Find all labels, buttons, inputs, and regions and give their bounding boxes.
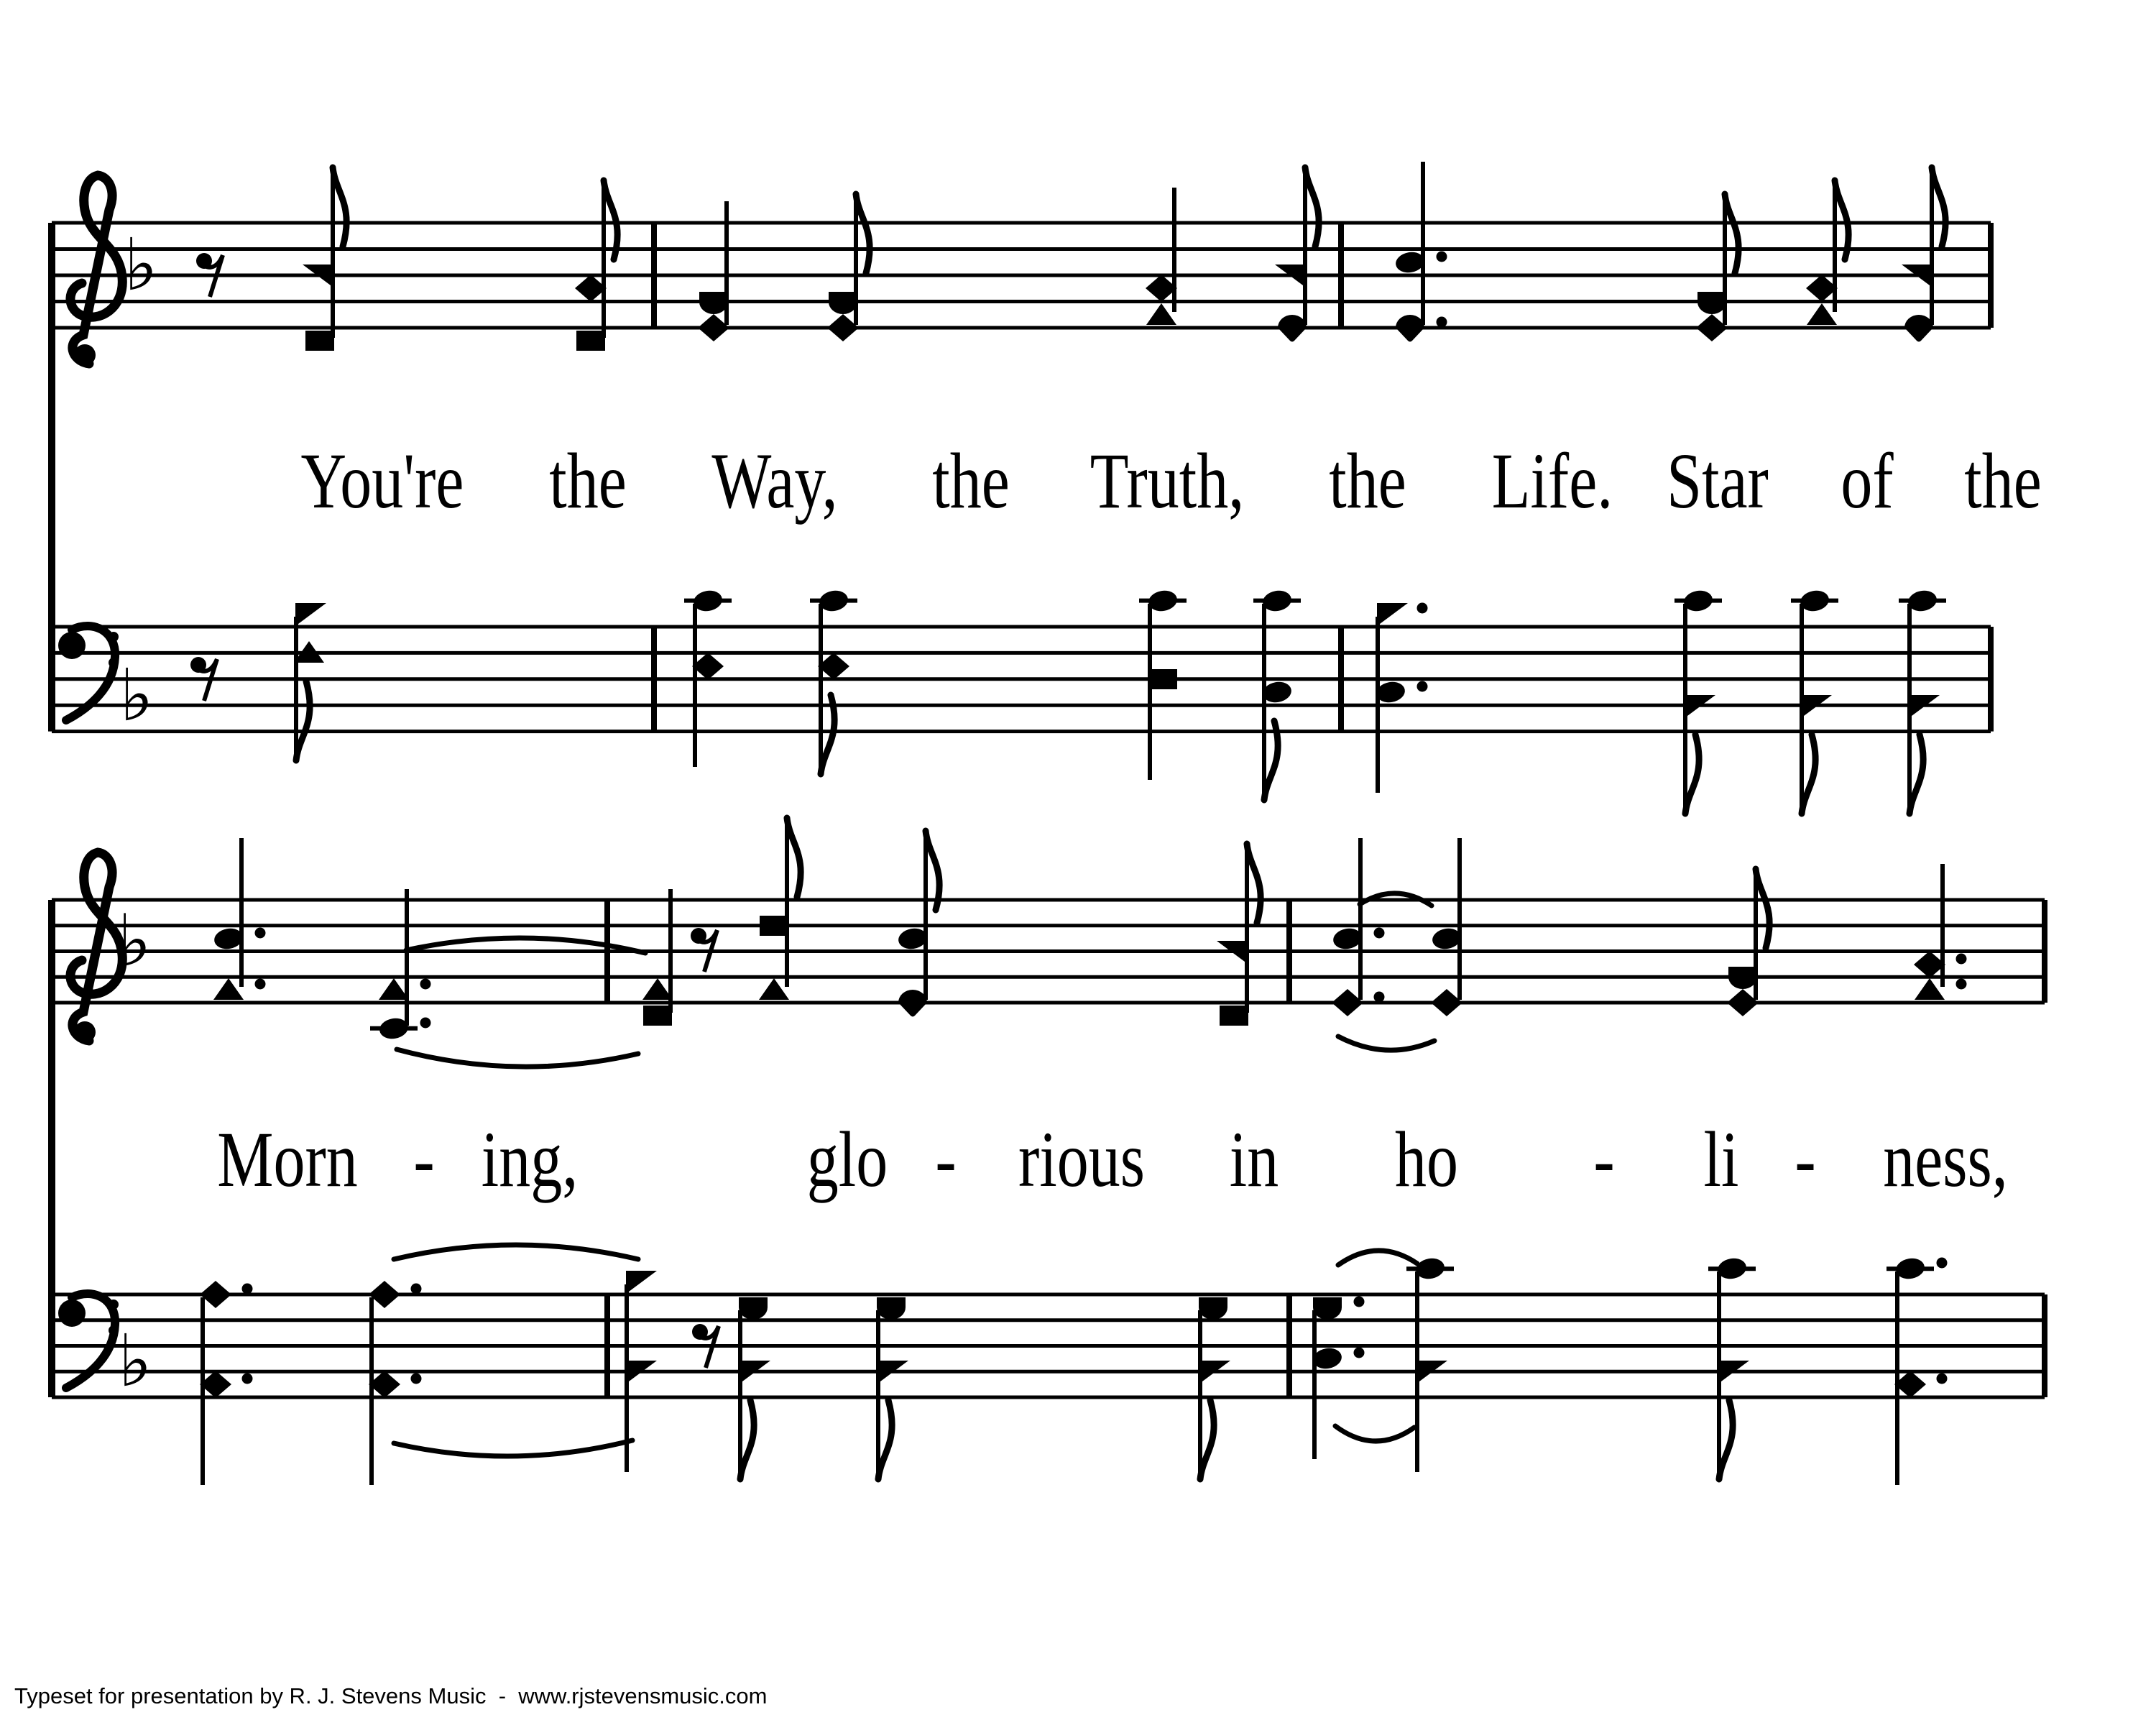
- note-chord: [1696, 194, 1738, 341]
- lyric-word: Truth,: [1089, 436, 1245, 525]
- note-chord: [1914, 864, 1967, 1000]
- augmentation-dot: [242, 1284, 253, 1294]
- augmentation-dot: [1354, 1348, 1365, 1358]
- note-chord: [200, 1281, 253, 1485]
- tie-curve: [1338, 1036, 1434, 1050]
- augmentation-dot: [1956, 954, 1967, 965]
- augmentation-dot: [1937, 1258, 1948, 1269]
- augmentation-dot: [255, 979, 266, 990]
- augmentation-dot: [1374, 992, 1385, 1003]
- augmentation-dot: [242, 1374, 253, 1384]
- note-chord: [1375, 603, 1428, 794]
- lyric-word: ness,: [1883, 1115, 2008, 1204]
- lyric-word: -: [1593, 1115, 1615, 1204]
- bass-staff: [52, 1245, 2045, 1485]
- flat-key-signature-icon: ♭: [124, 223, 158, 307]
- note-chord: [1791, 589, 1838, 814]
- augmentation-dot: [1374, 928, 1385, 939]
- lyric-word: the: [932, 436, 1010, 525]
- note-chord: [575, 180, 617, 351]
- bass-clef-icon: [58, 1294, 119, 1388]
- treble-clef-icon: [70, 852, 122, 1043]
- lyric-word: Morn: [217, 1115, 358, 1204]
- lyric-line-2: [217, 1116, 2008, 1204]
- tie-curve: [1338, 1251, 1417, 1265]
- system-1: [52, 162, 2042, 814]
- augmentation-dot: [411, 1284, 422, 1294]
- note-chord: [1708, 1256, 1756, 1479]
- note-chord: [1406, 1256, 1454, 1472]
- note-chord: [370, 889, 431, 1041]
- augmentation-dot: [1956, 979, 1967, 990]
- lyric-word: Star: [1667, 436, 1769, 525]
- lyric-word: ing,: [481, 1115, 579, 1204]
- tie-curve: [394, 1245, 638, 1259]
- augmentation-dot: [1417, 681, 1428, 692]
- note-chord: [1253, 589, 1301, 800]
- lyric-word: Way,: [711, 436, 838, 525]
- note-chord: [1199, 1297, 1230, 1479]
- note-chord: [1899, 589, 1946, 814]
- note-chord: [1674, 589, 1722, 814]
- credit-line: Typeset for presentation by R. J. Stevens Music - www.rjstevensmusic.com: [14, 1683, 768, 1708]
- note-chord: [1394, 162, 1447, 342]
- lyric-word: the: [549, 436, 627, 525]
- lyric-word: the: [1329, 436, 1406, 525]
- augmentation-dot: [1417, 603, 1428, 614]
- tie-curve: [1335, 1426, 1414, 1441]
- augmentation-dot: [411, 1374, 422, 1384]
- augmentation-dot: [1937, 1374, 1948, 1384]
- lyric-line-1: [301, 437, 2042, 525]
- lyric-word: -: [1795, 1115, 1816, 1204]
- flat-key-signature-icon: ♭: [118, 1319, 152, 1403]
- note-chord: [1275, 167, 1319, 342]
- bass-staff: [52, 589, 1991, 814]
- lyric-word: glo: [806, 1115, 888, 1204]
- note-chord: [810, 589, 857, 774]
- augmentation-dot: [1354, 1297, 1365, 1307]
- lyric-word: -: [413, 1115, 435, 1204]
- note-chord: [303, 167, 346, 351]
- augmentation-dot: [420, 1018, 431, 1029]
- augmentation-dot: [255, 928, 266, 939]
- flat-key-signature-icon: ♭: [119, 653, 154, 737]
- note-chord: [1727, 869, 1769, 1016]
- lyric-word: of: [1841, 436, 1894, 525]
- system-2: [52, 818, 2045, 1485]
- flat-key-signature-icon: ♭: [117, 898, 152, 983]
- tie-curve: [394, 1440, 632, 1456]
- note-chord: [759, 818, 801, 1000]
- note-chord: [1146, 188, 1177, 325]
- lyric-word: ho: [1395, 1115, 1458, 1204]
- note-chord: [877, 1297, 908, 1479]
- lyric-word: rious: [1018, 1115, 1145, 1204]
- augmentation-dot: [420, 979, 431, 990]
- treble-clef-icon: [70, 175, 122, 366]
- tie-curve: [397, 1049, 638, 1067]
- lyric-word: in: [1229, 1115, 1279, 1204]
- lyric-word: li: [1703, 1115, 1739, 1204]
- augmentation-dot: [1437, 252, 1447, 262]
- note-chord: [827, 194, 870, 341]
- lyric-word: the: [1964, 436, 2042, 525]
- note-chord: [739, 1297, 770, 1479]
- note-chord: [1139, 589, 1187, 780]
- note-chord: [369, 1281, 422, 1485]
- treble-staff: [52, 162, 1991, 366]
- augmentation-dot: [1437, 317, 1447, 328]
- note-chord: [1902, 167, 1945, 342]
- note-chord: [642, 889, 673, 1026]
- lyric-word: Life.: [1491, 436, 1613, 525]
- lyric-word: -: [935, 1115, 957, 1204]
- note-chord: [1217, 844, 1261, 1026]
- lyric-word: You're: [300, 436, 464, 525]
- treble-staff: [52, 818, 2045, 1067]
